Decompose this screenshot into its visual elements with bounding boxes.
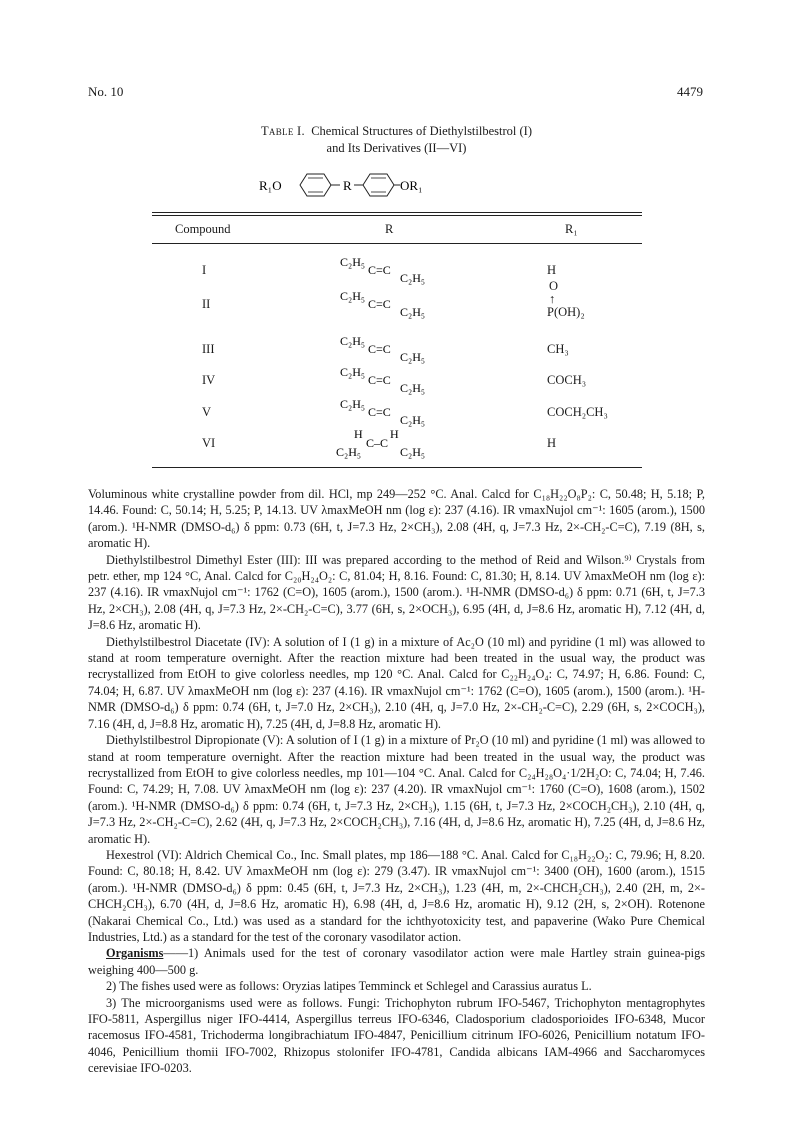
r1-substituent: H xyxy=(547,436,557,450)
structure-r: R xyxy=(343,178,352,193)
table-header-rule xyxy=(152,243,642,244)
paragraph-organisms xyxy=(88,945,705,978)
svg-text:C₂H₅: C₂H₅ xyxy=(400,445,426,459)
column-header-r: R xyxy=(385,222,394,236)
r-group-structure xyxy=(330,396,470,428)
compound-id: II xyxy=(202,297,211,311)
r1-substituent: CH₃ xyxy=(547,342,569,356)
svg-text:C₂H₅: C₂H₅ xyxy=(340,255,366,269)
benzene-ring-left xyxy=(300,174,331,196)
svg-text:C=C: C=C xyxy=(368,405,391,419)
svg-text:C=C: C=C xyxy=(368,263,391,277)
svg-text:H: H xyxy=(354,427,363,441)
table-row xyxy=(0,396,793,426)
table-top-rule xyxy=(152,212,642,213)
svg-text:C₂H₅: C₂H₅ xyxy=(400,271,426,285)
journal-issue-number: No. 10 xyxy=(88,84,124,99)
table-top-rule-2 xyxy=(152,215,642,216)
paragraph-compound-ii: Voluminous white crystalline powder from dil. HCl, mp 249—252 °C. Anal. Calcd for C₁₈H₂₂O₈P₂: C, 50.48; H, 5.18; P, 14.46. Found: C, 50.14; H, 5.25; P, 14.13. UV λmaxMeOH nm (log ε): 237 (4.16). IR νmaxNujol cm⁻¹: 1605 (arom.), 1500 (arom.). ¹H-NMR (DMSO-d₆) δ ppm: 0.73 (6H, t, J=7.3 Hz, 2×CH₃), 2.08 (4H, q, J=7.3 Hz, 2×-CH₂-C=C), 7.19 (8H, s, aromatic H). xyxy=(88,487,705,551)
table-row xyxy=(0,427,793,457)
svg-text:C₂H₅: C₂H₅ xyxy=(340,397,366,411)
table-row xyxy=(0,333,793,363)
paragraph-compound-iii: Diethylstilbestrol Dimethyl Ester (III): III was prepared according to the method of Reid and Wilson.⁹⁾ Crystals from petr. ether, mp 124 °C, Anal. Calcd for C₂₀H₂₄O₂: C, 81.04; H, 8.16. Found: C, 81.30; H, 8.14. UV λmaxMeOH nm (log ε): 237 (4.16). IR νmaxNujol cm⁻¹: 1762 (C=O), 1605 (arom.), 1500 (arom.). ¹H-NMR (DMSO-d₆) δ ppm: 0.71 (6H, t, J=7.3 Hz, 2×CH₃), 2.08 (4H, q, J=7.3 Hz, 2×-CH₂-C=C), 3.77 (6H, s, 2×OCH₃), 6.95 (4H, d, J=8.6 Hz, aromatic H), 7.12 (4H, d, J=8.6 Hz, aromatic H). xyxy=(88,552,705,633)
table-caption xyxy=(0,123,793,157)
r-group-structure xyxy=(330,254,470,286)
svg-text:C=C: C=C xyxy=(368,342,391,356)
paragraph-microorganisms: 3) The microorganisms used were as follows. Fungi: Trichophyton rubrum IFO-5467, Trichophyton mentagrophytes IFO-5811, Aspergillus niger IFO-4414, Aspergillus terreus IFO-6346, Cladosporium cladosporioides IFO-6348, Mucor racemosus IFO-4581, Trichoderma longibrachiatum IFO-4847, Penicillium citrinum IFO-6026, Penicillium notatum IFO-4046, Penicillium thomii IFO-7002, Rhizopus stolonifer IFO-4781, Candida albicans IAM-4966 and Saccharomyces cerevisiae IFO-0203. xyxy=(88,995,705,1076)
paragraph-compound-v: Diethylstilbestrol Dipropionate (V): A solution of I (1 g) in a mixture of Pr₂O (10 ml) and pyridine (1 ml) was allowed to stand at room temperature overnight. After the reaction mixture had been treated in the usual way, the product was recrystallized from EtOH to give colorless needles, mp 101—104 °C. Anal. Calcd for C₂₄H₂₈O₄·1/2H₂O: C, 74.04; H, 7.46. Found: C, 74.29; H, 7.08. UV λmaxMeOH nm (log ε): 237 (4.20). IR νmaxNujol cm⁻¹: 1760 (C=O), 1608 (arom.), 1502 (arom.). ¹H-NMR (DMSO-d₆) δ ppm: 0.74 (6H, t, J=7.3 Hz, 2×CH₃), 1.15 (6H, t, J=7.3 Hz, 2×COCH₂CH₃), 2.10 (4H, q, J=7.3 Hz, 2×-CH₂-C=C), 2.62 (4H, q, J=7.3 Hz, 2×COCH₂CH₃), 7.16 (4H, d, J=8.6 Hz, aromatic H), 7.25 (4H, d, J=8.6 Hz, aromatic H). xyxy=(88,733,705,846)
table-row xyxy=(0,279,793,319)
table-row xyxy=(0,254,793,284)
svg-text:C₂H₅: C₂H₅ xyxy=(340,334,366,348)
svg-text:C₂H₅: C₂H₅ xyxy=(400,381,426,395)
svg-text:C=C: C=C xyxy=(368,373,391,387)
svg-text:C₂H₅: C₂H₅ xyxy=(400,305,426,319)
table-label: Table I. xyxy=(261,124,305,138)
paragraph-fishes: 2) The fishes used were as follows: Oryzias latipes Temminck et Schlegel and Carassius auratus L. xyxy=(106,979,592,994)
svg-text:C₂H₅: C₂H₅ xyxy=(400,350,426,364)
body-text xyxy=(88,486,705,1077)
compound-id: IV xyxy=(202,373,216,387)
compound-id: VI xyxy=(202,436,216,450)
table-title-line2: and Its Derivatives (II—VI) xyxy=(326,141,467,155)
r1-substituent: COCH₃ xyxy=(547,373,587,387)
svg-text:C–C: C–C xyxy=(366,436,389,450)
compound-id: I xyxy=(202,263,207,277)
r-group-structure xyxy=(330,427,470,459)
organisms-item1: ——1) Animals used for the test of coronary vasodilator action were male Hartley strain guinea-pigs weighing 400—500 g. xyxy=(88,946,705,977)
structure-r1o: R₁O xyxy=(259,178,282,193)
compound-id: V xyxy=(202,405,212,419)
compound-id: III xyxy=(202,342,215,356)
table-title-line1: Chemical Structures of Diethylstilbestrol (I) xyxy=(311,124,532,138)
svg-text:C=C: C=C xyxy=(368,297,391,311)
table-row xyxy=(0,364,793,394)
column-header-compound: Compound xyxy=(175,222,231,236)
svg-text:C₂H₅: C₂H₅ xyxy=(400,413,426,427)
r-group-structure xyxy=(330,333,470,365)
general-structure-diagram xyxy=(0,170,793,200)
structure-or1: OR₁ xyxy=(400,178,423,193)
r1-substituent: H xyxy=(547,263,557,277)
r-group-structure xyxy=(330,364,470,396)
svg-text:C₂H₅: C₂H₅ xyxy=(340,289,366,303)
table-bottom-rule xyxy=(152,467,642,468)
paragraph-compound-iv: Diethylstilbestrol Diacetate (IV): A solution of I (1 g) in a mixture of Ac₂O (10 ml) and pyridine (1 ml) was allowed to stand at room temperature overnight. After the reaction mixture had been treated in the usual way, the product was recrystallized from EtOH to give colorless needles, mp 120 °C. Anal. Calcd for C₂₂H₂₄O₄: C, 74.97; H, 6.86. Found: C, 74.04; H, 6.87. UV λmaxMeOH nm (log ε): 237 (4.16). IR νmaxNujol cm⁻¹: 1762 (C=O), 1605 (arom.), 1500 (arom.). ¹H-NMR (DMSO-d₆) δ ppm: 0.74 (6H, t, J=7.0 Hz, 2×CH₃), 2.10 (4H, q, J=7.0 Hz, 2×-CH₂-C=C), 2.29 (6H, s, 2×COCH₃), 7.16 (4H, d, J=8.8 Hz, aromatic H), 7.25 (4H, d, J=8.8 Hz, aromatic H). xyxy=(88,634,705,731)
svg-text:C₂H₅: C₂H₅ xyxy=(336,445,362,459)
page-number: 4479 xyxy=(677,84,703,99)
svg-text:C₂H₅: C₂H₅ xyxy=(340,365,366,379)
r-group-structure xyxy=(330,288,470,320)
r1-substituent: COCH₂CH₃ xyxy=(547,405,608,419)
organisms-heading: Organisms xyxy=(106,946,164,961)
r1-substituent: O ↑ P(OH)₂ xyxy=(547,279,585,319)
paragraph-compound-vi: Hexestrol (VI): Aldrich Chemical Co., Inc. Small plates, mp 186—188 °C. Anal. Calcd for C₁₈H₂₂O₂: C, 79.96; H, 8.20. Found: C, 80.18; H, 8.42. UV λmaxMeOH nm (log ε): 279 (3.47). IR νmaxNujol cm⁻¹: 3400 (OH), 1600 (arom.), 1515 (arom.). ¹H-NMR (DMSO-d₆) δ ppm: 0.45 (6H, t, J=7.3 Hz, 2×CH₃), 1.23 (4H, m, 2×-CHCH₂CH₃), 2.40 (2H, m, 2×-CHCH₂CH₃), 6.70 (4H, d, J=8.6 Hz, aromatic H), 6.98 (4H, d, J=8.6 Hz, aromatic H), 9.12 (2H, s, 2×OH). Rotenone (Nakarai Chemical Co., Ltd.) was used as a standard for the ichthyotoxicity test, and papaverine (Wako Pure Chemical Industries, Ltd.) as a standard for the test of the coronary vasodilator action. xyxy=(88,847,705,944)
benzene-ring-right xyxy=(363,174,394,196)
svg-text:H: H xyxy=(390,427,399,441)
column-header-r1: R₁ xyxy=(565,222,578,236)
